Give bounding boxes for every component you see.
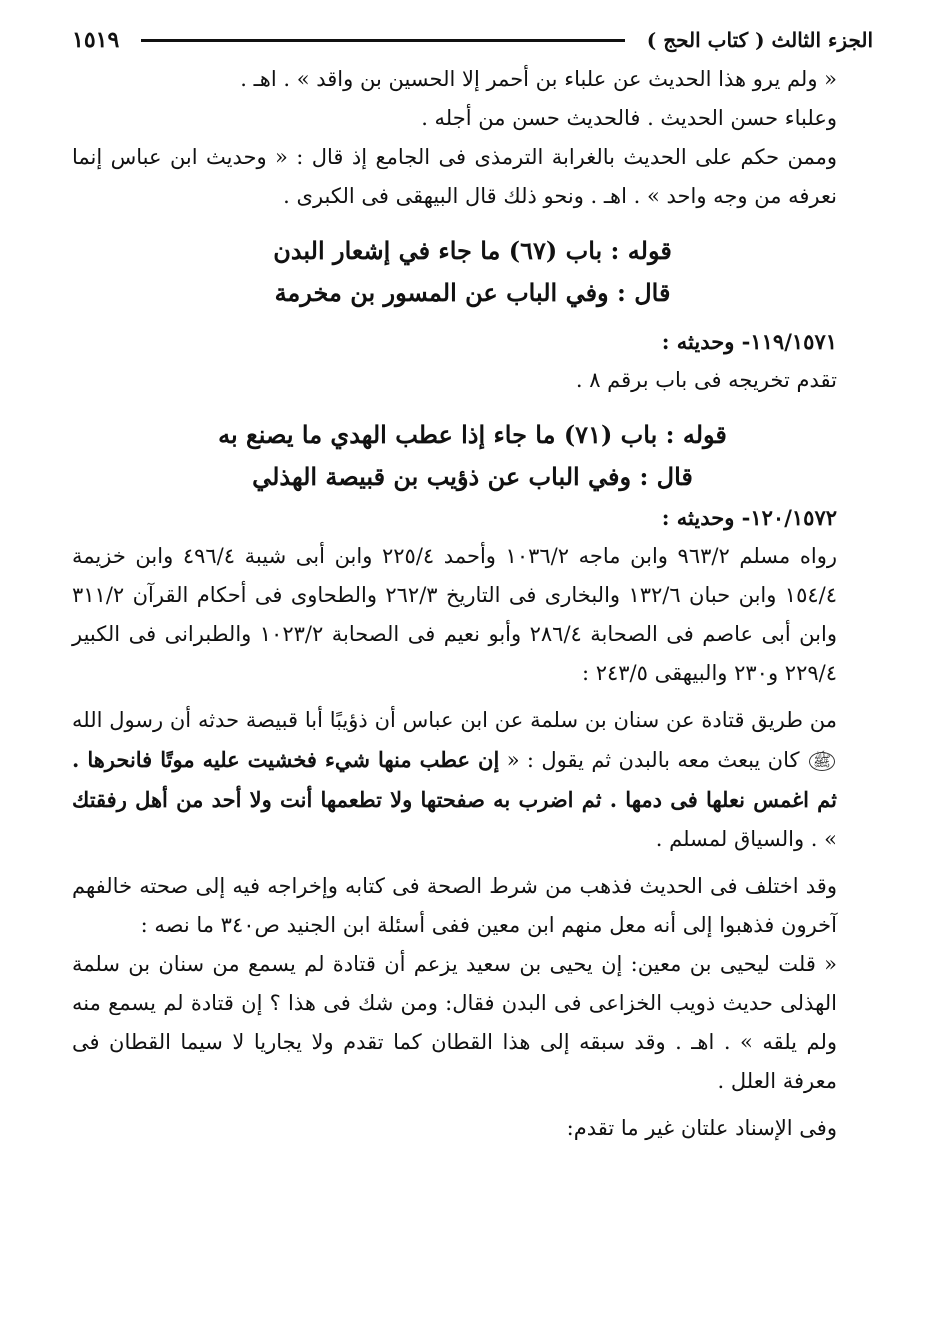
hadith-number-1571: ١١٩/١٥٧١- وحديثه : — [661, 329, 837, 354]
section-heading-71: قوله : باب (٧١) ما جاء إذا عطب الهدي ما يصنع به — [218, 420, 727, 449]
narration-close: » . والسياق لمسلم . — [655, 827, 837, 851]
intro-line-1: « ولم يرو هذا الحديث عن علباء بن أحمر إلا الحسين بن واقد » . اهـ . — [240, 67, 837, 91]
salutation-ligature: ﷺ — [809, 752, 835, 771]
header-rule — [141, 39, 625, 42]
narration-matn: إن عطب منها شيء فخشيت عليه موتًا فانحرها . ثم اغمس نعلها فى دمها . ثم اضرب به صفحتها ولا تطعمها أنت ولا أحد من أهل رفقتك — [72, 747, 837, 812]
discussion-paragraph: وقد اختلف فى الحديث فذهب من شرط الصحة فى كتابه وإخراجه فيه إلى صحته خالفهم آخرون فذهبوا إلى أنه معل منهم ابن معين ففى أسئلة ابن الجنيد ص٣٤٠ ما نصه : — [72, 874, 837, 937]
narration-chain: من طريق قتادة عن سنان بن سلمة عن ابن عباس أن ذؤيبًا أبا قبيصة حدثه أن رسول الله — [72, 708, 837, 732]
final-line: وفى الإسناد علتان غير ما تقدم: — [566, 1116, 837, 1140]
section-subheading-67: قال : وفي الباب عن المسور بن مخرمة — [274, 278, 671, 307]
page-number: ١٥١٩ — [72, 27, 120, 53]
running-title: الجزء الثالث ( كتاب الحج ) — [646, 28, 873, 52]
page-body — [72, 60, 873, 1148]
section-heading-67: قوله : باب (٦٧) ما جاء في إشعار البدن — [273, 236, 672, 265]
narration-intro: كان يبعث معه بالبدن ثم يقول : « — [499, 748, 800, 772]
hadith-1572-sources: رواه مسلم ٩٦٣/٢ وابن ماجه ١٠٣٦/٢ وأحمد ٢٢٥/٤ وابن أبى شيبة ٤٩٦/٤ وابن خزيمة ١٥٤/٤ وابن حبان ١٣٢/٦ والبخارى فى التاريخ ٢٦٢/٣ والطحاوى فى أحكام القرآن ٣١١/٢ وابن أبى عاصم فى الصحابة ٢٨٦/٤ وأبو نعيم فى الصحابة ١٠٢٣/٢ والطبرانى فى الكبير ٢٢٩/٤ و٢٣٠ والبيهقى ٢٤٣/٥ : — [72, 544, 837, 685]
intro-paragraph-3: وممن حكم على الحديث بالغرابة الترمذى فى الجامع إذ قال : « وحديث ابن عباس إنما نعرفه من وجه واحد » . اهـ . ونحو ذلك قال البيهقى فى الكبرى . — [72, 145, 837, 208]
hadith-number-1572: ١٢٠/١٥٧٢- وحديثه : — [661, 505, 837, 530]
hadith-1572-narration — [72, 701, 873, 859]
section-subheading-71: قال : وفي الباب عن ذؤيب بن قبيصة الهذلي — [252, 462, 693, 491]
hadith-1571-text: تقدم تخريجه فى باب برقم ٨ . — [575, 368, 837, 392]
intro-line-2: وعلباء حسن الحديث . فالحديث حسن من أجله . — [421, 106, 837, 130]
page-header — [72, 20, 873, 60]
ibn-maeen-quote: « قلت ليحيى بن معين: إن يحيى بن سعيد يزعم أن قتادة لم يسمع من سنان بن سلمة الهذلى حديث ذويب الخزاعى فى البدن فقال: ومن شك فى هذا ؟ إن قتادة لم يسمع منه ولم يلقه » . اهـ . وقد سبقه إلى هذا القطان كما تقدم ولا يجاريا لا سيما القطان فى معرفة العلل . — [72, 952, 837, 1093]
